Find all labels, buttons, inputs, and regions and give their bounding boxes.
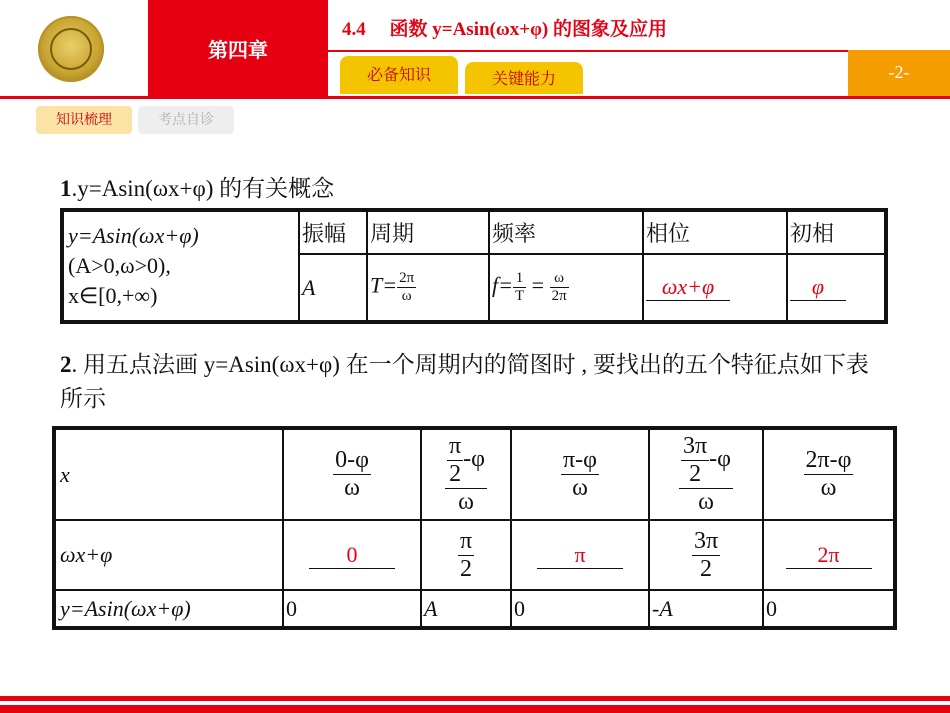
- header-frequency: 频率: [489, 210, 643, 254]
- section2-number: 2: [60, 352, 72, 377]
- phase-cell-4: [649, 520, 763, 590]
- section2-heading: [60, 348, 890, 416]
- initial-phase-answer: φ: [790, 274, 846, 301]
- phase-fraction-4: [692, 528, 720, 583]
- five-point-table: [52, 426, 897, 630]
- footer-bar: [0, 705, 950, 713]
- x-suffix-2: -φ: [463, 446, 485, 473]
- concept-table: [60, 208, 888, 324]
- period-denominator: ω: [401, 288, 412, 304]
- section2-heading-text: . 用五点法画 y=Asin(ωx+φ) 在一个周期内的简图时 , 要找出的五个特征点如下表所示: [60, 352, 869, 411]
- page-number: -2-: [888, 62, 910, 82]
- x-den-1: ω: [344, 475, 360, 501]
- x-fraction-1: [333, 447, 371, 502]
- x-inner-num-2: π: [449, 433, 462, 459]
- phase-num-2: π: [459, 527, 473, 554]
- tab-key-skills[interactable]: 关键能力: [465, 62, 583, 94]
- x-fraction-3: [561, 447, 599, 502]
- subtab-self-test[interactable]: 考点自诊: [138, 106, 234, 134]
- function-line: (A>0,ω>0),: [68, 253, 171, 278]
- x-inner-den-4: 2: [689, 461, 702, 487]
- function-cell: [62, 210, 299, 322]
- function-line: x∈[0,+∞): [68, 283, 158, 308]
- x-fraction-5: [804, 447, 854, 502]
- frequency-fraction-2: [550, 270, 569, 305]
- x-num-2: [445, 433, 487, 488]
- x-inner-den-2: 2: [449, 461, 462, 487]
- x-num-1: 0-φ: [335, 447, 369, 473]
- y-cell-4: -A: [649, 590, 763, 628]
- header-amplitude: 振幅: [299, 210, 367, 254]
- frequency-denominator-1: T: [514, 288, 525, 304]
- x-inner-fraction-2: [447, 433, 463, 488]
- phase-cell-1: [283, 520, 421, 590]
- x-den-5: ω: [820, 475, 837, 501]
- function-line: y=Asin(ωx+φ): [68, 223, 199, 248]
- header-initial-phase: 初相: [787, 210, 886, 254]
- period-fraction: [397, 270, 416, 305]
- y-cell-3: 0: [511, 590, 649, 628]
- phase-cell: [643, 254, 787, 322]
- y-cell-5: 0: [763, 590, 895, 628]
- period-prefix: T=: [370, 272, 398, 298]
- row-label-x: x: [54, 428, 283, 520]
- header-period: 周期: [367, 210, 489, 254]
- phase-den-2: 2: [460, 555, 472, 582]
- header-phase: 相位: [643, 210, 787, 254]
- frequency-equals: =: [531, 272, 545, 298]
- period-numerator: 2π: [399, 270, 415, 286]
- section1-heading: [60, 170, 334, 203]
- phase-cell-3: [511, 520, 649, 590]
- x-cell-1: [283, 428, 421, 520]
- header-divider: [0, 96, 950, 99]
- x-cell-3: [511, 428, 649, 520]
- y-cell-1: 0: [283, 590, 421, 628]
- phase-answer: ωx+φ: [646, 274, 730, 301]
- page-title: 4.4 函数 y=Asin(ωx+φ) 的图象及应用: [342, 19, 668, 40]
- section1-number: 1: [60, 176, 72, 201]
- x-den-2: ω: [458, 489, 474, 515]
- frequency-prefix: f=: [492, 272, 513, 298]
- phase-den-4: 2: [700, 555, 712, 582]
- section1-heading-text: .y=Asin(ωx+φ) 的有关概念: [71, 176, 335, 201]
- phase-answer-5: 2π: [786, 542, 872, 569]
- amplitude-value: A: [299, 254, 367, 322]
- x-num-4: [679, 433, 733, 488]
- x-cell-2: [421, 428, 511, 520]
- frequency-numerator-2: ω: [554, 270, 565, 286]
- x-cell-4: [649, 428, 763, 520]
- chapter-label: 第四章: [208, 38, 268, 62]
- x-fraction-4: [679, 433, 733, 516]
- phase-answer-3: π: [537, 542, 623, 569]
- row-label-phase: ωx+φ: [54, 520, 283, 590]
- x-num-3: π-φ: [563, 447, 597, 473]
- frequency-numerator-1: 1: [515, 270, 524, 286]
- row-label-y: y=Asin(ωx+φ): [54, 590, 283, 628]
- x-den-4: ω: [698, 489, 714, 515]
- phase-num-4: 3π: [693, 527, 719, 554]
- tab-essential-knowledge[interactable]: 必备知识: [340, 56, 458, 94]
- x-den-3: ω: [572, 475, 588, 501]
- frequency-formula: [489, 254, 643, 322]
- x-num-5: 2π-φ: [805, 447, 852, 473]
- frequency-denominator-2: 2π: [551, 288, 567, 304]
- subtab-knowledge-review[interactable]: 知识梳理: [36, 106, 132, 134]
- footer-line: [0, 696, 950, 701]
- x-cell-5: [763, 428, 895, 520]
- phase-cell-2: [421, 520, 511, 590]
- x-inner-fraction-4: [681, 433, 709, 488]
- x-fraction-2: [445, 433, 487, 516]
- initial-phase-cell: [787, 254, 886, 322]
- y-cell-2: A: [421, 590, 511, 628]
- x-inner-num-4: 3π: [683, 433, 708, 459]
- phase-cell-5: [763, 520, 895, 590]
- frequency-fraction-1: [513, 270, 526, 305]
- x-suffix-4: -φ: [709, 446, 731, 473]
- period-formula: [367, 254, 489, 322]
- phase-fraction-2: [458, 528, 474, 583]
- logo-ring: [50, 28, 92, 70]
- phase-answer-1: 0: [309, 542, 395, 569]
